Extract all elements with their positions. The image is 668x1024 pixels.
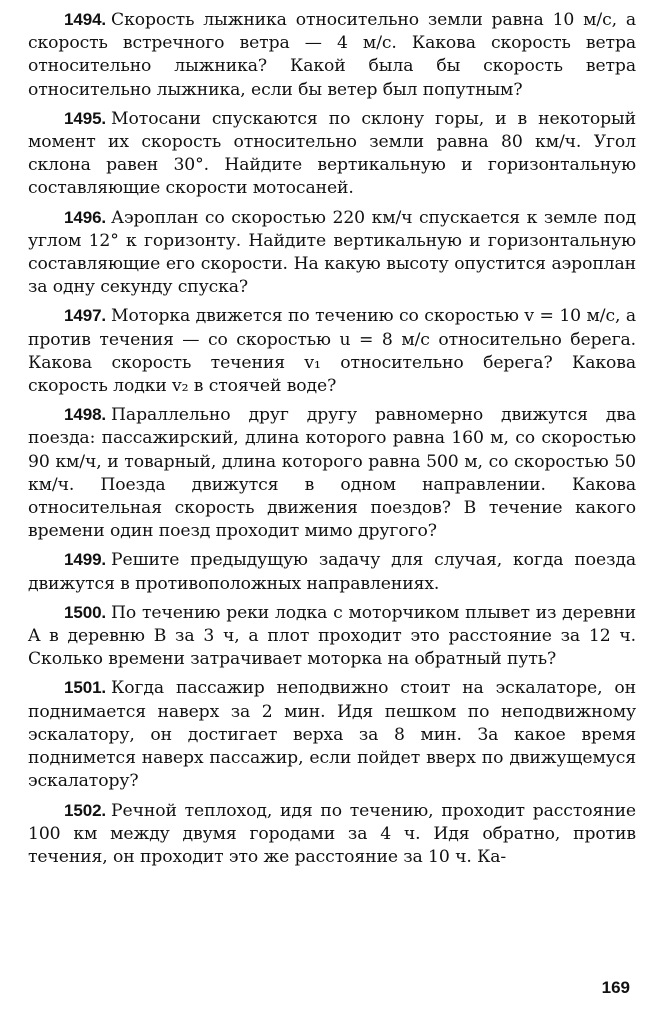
problem-text: Мотосани спускаются по склону горы, и в некоторый момент их скорость относительно земли равна 80 км/ч. Угол склона равен 30°. Найдите вертикальную и горизонтальную составляющие скорости мотосаней. — [28, 108, 636, 199]
problem-1499 — [28, 548, 636, 595]
problem-text: Моторка движется по течению со скоростью v = 10 м/с, а против течения — со скоростью u = 8 м/с относительно берега. Какова скорость течения v₁ относительно берега? Какова скорость лодки v₂ в стоячей воде? — [28, 306, 636, 397]
problem-number: 1496. — [64, 207, 107, 227]
problem-text: Решите предыдущую задачу для случая, когда поезда движутся в противоположных направлениях. — [28, 550, 636, 594]
problem-1502 — [28, 799, 636, 870]
problem-number: 1501. — [64, 678, 107, 698]
problem-list — [28, 8, 636, 874]
problem-1495 — [28, 107, 636, 201]
problem-1497 — [28, 304, 636, 398]
problem-number: 1495. — [64, 108, 107, 128]
problem-number: 1498. — [64, 405, 107, 425]
problem-text: По течению реки лодка с моторчиком плывет из деревни A в деревню B за 3 ч, а плот проходит это расстояние за 12 ч. Сколько времени затрачивает моторка на обратный путь? — [28, 602, 636, 670]
problem-text: Речной теплоход, идя по течению, проходит расстояние 100 км между двумя городами за 4 ч. Идя обратно, против течения, он проходит это же расстояние за 10 ч. Ка- — [28, 800, 636, 867]
problem-text: Параллельно друг другу равномерно движутся два поезда: пассажирский, длина которого равна 160 м, со скоростью 90 км/ч, и товарный, длина которого равна 500 м, со скоростью 50 км/ч. Поезда движутся в одном направлении. Какова относительная скорость движения поездов? В течение какого времени один поезд проходит мимо другого? — [28, 405, 636, 542]
problem-number: 1502. — [64, 800, 107, 820]
page-number: 169 — [601, 978, 630, 997]
problem-text: Аэроплан со скоростью 220 км/ч спускается к земле под углом 12° к горизонту. Найдите вертикальную и горизонтальную составляющие его скорости. На какую высоту опустится аэроплан за одну секунду спуска? — [28, 207, 636, 298]
problem-text: Скорость лыжника относительно земли равна 10 м/с, а скорость встречного ветра — 4 м/с. Какова скорость ветра относительно лыжника? Какой была бы скорость ветра относительно лыжника, если бы ветер был попутным? — [28, 10, 636, 100]
problem-1494 — [28, 8, 636, 102]
problem-number: 1494. — [64, 10, 107, 29]
problem-1500 — [28, 601, 636, 672]
problem-number: 1497. — [64, 306, 107, 326]
problem-number: 1499. — [64, 550, 107, 570]
problem-1501 — [28, 676, 636, 793]
problem-1498 — [28, 403, 636, 543]
problem-text: Когда пассажир неподвижно стоит на эскалаторе, он поднимается наверх за 2 мин. Идя пешком по неподвижному эскалатору, он достигает верха за 8 мин. За какое время поднимется наверх пассажир, если пойдет вверх по движущемуся эскалатору? — [28, 678, 636, 792]
problem-1496 — [28, 206, 636, 300]
problem-number: 1500. — [64, 602, 107, 622]
